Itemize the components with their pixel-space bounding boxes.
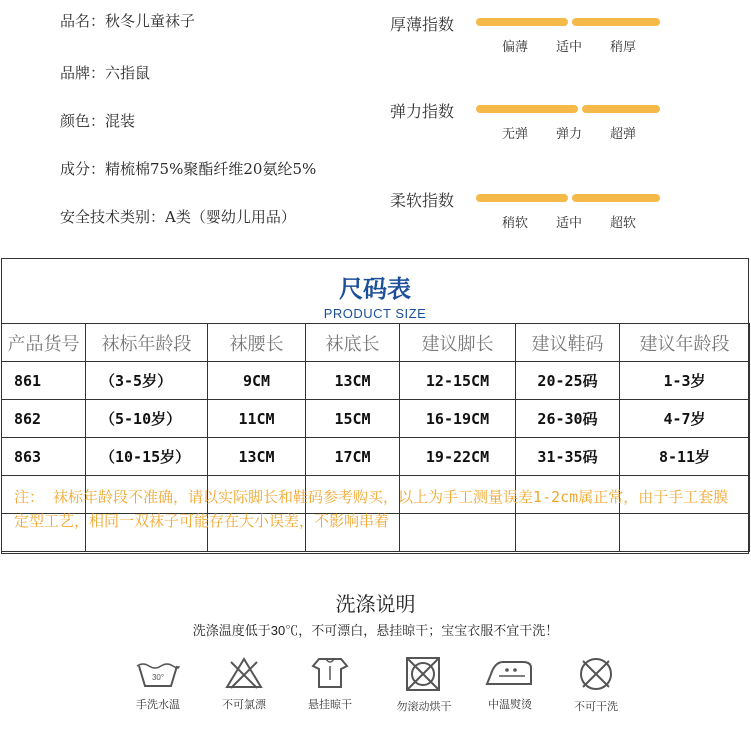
elasticity-index-title: 弹力指数: [390, 102, 455, 121]
bar-segment: [476, 194, 568, 202]
info-label: 安全技术类别：: [60, 208, 166, 226]
index-label: 稍软: [502, 216, 529, 231]
table-cell: 11CM: [208, 400, 306, 438]
table-cell: 13CM: [306, 362, 400, 400]
table-cell: 20-25码: [516, 362, 620, 400]
table-header-row: [2, 324, 750, 362]
wash-temp-text: 30°: [151, 673, 165, 682]
table-row: [2, 362, 750, 400]
column-header: 建议鞋码: [516, 324, 620, 362]
index-label: 适中: [556, 216, 583, 231]
column-header: 袜标年龄段: [86, 324, 208, 362]
table-cell: 31-35码: [516, 438, 620, 476]
no-bleach-icon: [221, 656, 267, 690]
iron-medium-icon: [483, 656, 537, 690]
index-label: 适中: [556, 40, 583, 55]
care-label: 不可氯漂: [222, 699, 266, 711]
table-cell: 17CM: [306, 438, 400, 476]
bar-segment: [572, 194, 660, 202]
column-header: 建议脚长: [400, 324, 516, 362]
bar-segment: [476, 18, 568, 26]
table-cell: （5-10岁）: [86, 400, 208, 438]
info-safety: [60, 206, 296, 227]
table-cell: 26-30码: [516, 400, 620, 438]
table-cell: 9CM: [208, 362, 306, 400]
no-tumble-dry-icon: [401, 656, 447, 692]
column-header: 产品货号: [2, 324, 86, 362]
info-label: 成分：: [60, 160, 106, 178]
table-row: [2, 438, 750, 476]
care-label: 勿滚动烘干: [396, 701, 452, 713]
table-cell: 862: [2, 400, 86, 438]
info-brand: [60, 62, 150, 83]
column-header: 袜腰长: [208, 324, 306, 362]
table-row: [2, 400, 750, 438]
care-no-bleach: [204, 656, 284, 712]
care-hand-wash: [118, 656, 198, 712]
info-value: A类（婴幼儿用品）: [165, 208, 296, 226]
table-cell: 1-3岁: [620, 362, 750, 400]
softness-index-bar: [476, 194, 660, 202]
washing-title: 洗涤说明: [335, 592, 416, 616]
hang-dry-icon: [307, 656, 353, 690]
table-cell: 861: [2, 362, 86, 400]
bar-segment: [476, 105, 578, 113]
bar-segment: [572, 18, 660, 26]
thickness-index-bar: [476, 18, 660, 26]
info-value: 精梳棉75%聚酯纤维20氨纶5%: [105, 160, 317, 178]
elasticity-index-bar: [476, 105, 660, 113]
thickness-index-title: 厚薄指数: [390, 15, 455, 34]
care-label: 悬挂晾干: [308, 699, 352, 711]
size-chart: [1, 258, 749, 554]
care-iron-medium: [470, 656, 550, 712]
table-cell: 4-7岁: [620, 400, 750, 438]
info-value: 混装: [105, 112, 136, 130]
table-cell: 863: [2, 438, 86, 476]
size-chart-title: 尺码表: [339, 275, 411, 303]
column-header: 袜底长: [306, 324, 400, 362]
table-cell: 12-15CM: [400, 362, 516, 400]
index-label: 超弹: [610, 127, 637, 142]
no-dry-clean-icon: [573, 656, 619, 692]
care-label: 手洗水温: [136, 699, 180, 711]
size-note: 注： 袜标年龄段不准确，请以实际脚长和鞋码参考购买，以上为手工测量误差1-2cm属正常，由于手工套膜定型工艺，相同一双袜子可能存在大小误差，不影响串着: [14, 488, 729, 530]
index-label: 无弹: [502, 127, 529, 142]
size-chart-subtitle: PRODUCT SIZE: [323, 306, 427, 321]
info-label: 品牌：: [60, 64, 106, 82]
info-value: 秋冬儿童袜子: [105, 12, 196, 30]
table-cell: 19-22CM: [400, 438, 516, 476]
table-cell: 13CM: [208, 438, 306, 476]
table-cell: （10-15岁）: [86, 438, 208, 476]
bar-segment: [582, 105, 660, 113]
index-label: 弹力: [556, 127, 583, 142]
care-no-dry-clean: [556, 656, 636, 714]
column-header: 建议年龄段: [620, 324, 750, 362]
table-cell: 8-11岁: [620, 438, 750, 476]
table-cell: 15CM: [306, 400, 400, 438]
washing-description: 洗涤温度低于30℃，不可漂白，悬挂晾干；宝宝衣服不宜干洗！: [192, 623, 559, 638]
info-color: [60, 110, 135, 131]
index-label: 偏薄: [502, 40, 529, 55]
care-label: 不可干洗: [574, 701, 618, 713]
index-label: 超软: [610, 216, 637, 231]
table-cell: （3-5岁）: [86, 362, 208, 400]
info-label: 颜色：: [60, 112, 106, 130]
care-hang-dry: [290, 656, 370, 712]
softness-index-title: 柔软指数: [390, 191, 455, 210]
info-name: [60, 10, 195, 31]
table-cell: 16-19CM: [400, 400, 516, 438]
info-material: [60, 158, 316, 179]
hand-wash-icon: [135, 656, 181, 690]
care-label: 中温熨烫: [488, 699, 532, 711]
info-label: 品名：: [60, 12, 106, 30]
care-no-tumble-dry: [384, 656, 464, 714]
index-label: 稍厚: [610, 40, 637, 55]
info-value: 六指鼠: [105, 64, 151, 82]
